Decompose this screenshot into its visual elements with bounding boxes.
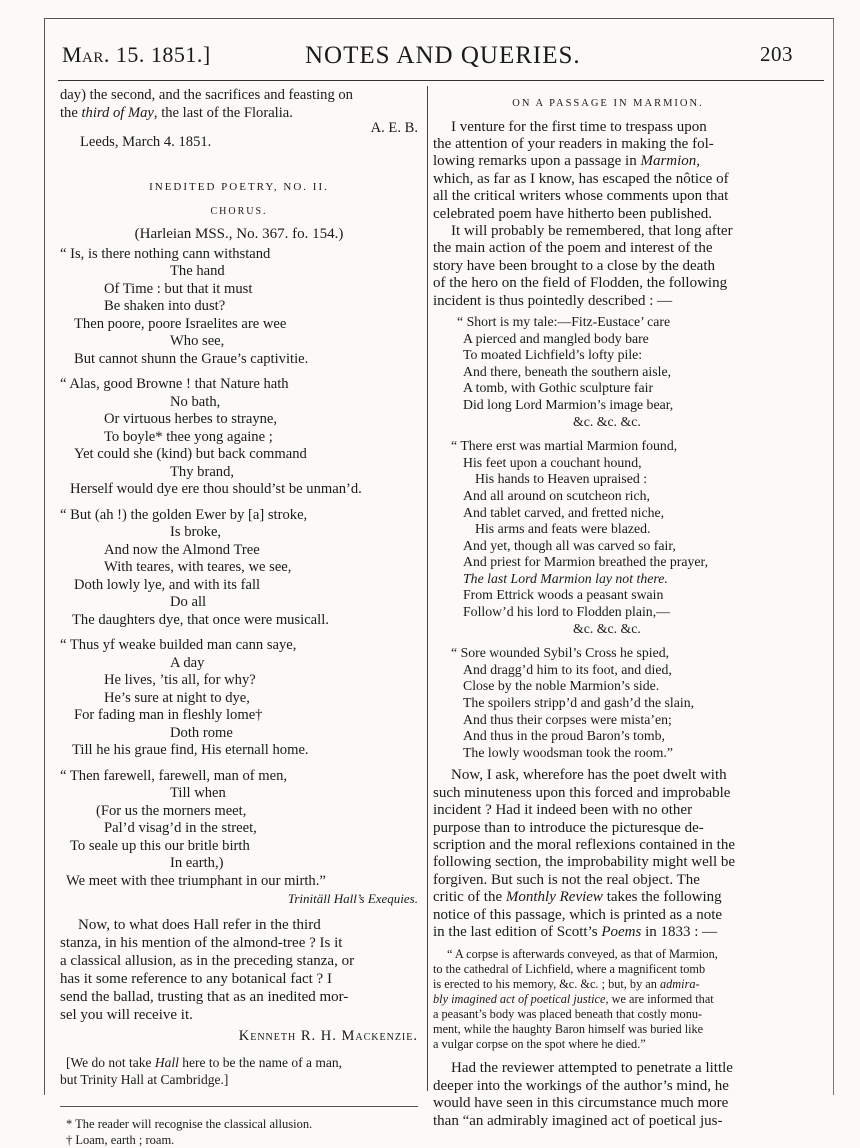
text-line: is erected to his memory, &c. &c. ; but, by an admira-: [433, 977, 783, 992]
verse-line: Close by the noble Marmion’s side.: [433, 678, 783, 695]
text-line: critic of the Monthly Review takes the following: [433, 889, 783, 906]
text-line: “ A corpse is afterwards conveyed, as that of Marmion,: [433, 947, 783, 962]
query-paragraph: [60, 916, 418, 1024]
verse-line: Herself would dye ere thou should’st be unman’d.: [60, 481, 418, 499]
verse-line: Then poore, poore Israelites are wee: [60, 316, 418, 334]
section-title-inedited-poetry: INEDITED POETRY, NO. II.: [60, 179, 418, 197]
verse-line: He lives, ’tis all, for why?: [60, 672, 418, 690]
text-line: purpose than to introduce the picturesque de-: [433, 820, 783, 837]
text-line: a classical allusion, as in the preceding stanza, or: [60, 952, 418, 970]
paragraph-1: [433, 119, 783, 223]
verse-line: “ Is, is there nothing cann withstand: [60, 246, 418, 264]
verse-line: To seale up this our britle birth: [60, 838, 418, 856]
text-line: story have been brought to a close by the death: [433, 258, 783, 275]
verse-line: To boyle* thee yong againe ;: [60, 429, 418, 447]
subtitle-chorus: CHORUS.: [60, 203, 418, 221]
verse-line: His arms and feats were blazed.: [433, 521, 783, 538]
verse-line: “ Sore wounded Sybil’s Cross he spied,: [433, 645, 783, 662]
column-divider: [427, 86, 428, 1091]
source-citation: (Harleian MSS., No. 367. fo. 154.): [60, 226, 418, 244]
text-line: stanza, in his mention of the almond-tree ? Is it: [60, 934, 418, 952]
verse-line: And yet, though all was carved so fair,: [433, 538, 783, 555]
poem-source: Trinitäll Hall’s Exequies.: [60, 890, 418, 908]
text-line: has it some reference to any botanical fact ? I: [60, 970, 418, 988]
editor-note-line-1: [We do not take Hall here to be the name of a man,: [60, 1055, 418, 1072]
footnote-rule: [60, 1106, 418, 1107]
editor-note-line-2: but Trinity Hall at Cambridge.]: [60, 1072, 418, 1089]
verse-line: Did long Lord Marmion’s image bear,: [433, 397, 783, 414]
verse-line: And now the Almond Tree: [60, 542, 418, 560]
journal-title: NOTES AND QUERIES.: [305, 42, 581, 70]
verse-line: And tablet carved, and fretted niche,: [433, 505, 783, 522]
verse-line: A tomb, with Gothic sculpture fair: [433, 380, 783, 397]
verse-3: [433, 645, 783, 761]
text-line: forgiven. But such is not the real object. The: [433, 872, 783, 889]
stanza-4: [60, 637, 418, 760]
text-line: Now, I ask, wherefore has the poet dwelt with: [433, 767, 783, 784]
verse-line: Follow’d his lord to Flodden plain,—: [433, 604, 783, 621]
paragraph-3: [433, 767, 783, 941]
footnote-1: * The reader will recognise the classical allusion.: [60, 1117, 418, 1133]
verse-line: Doth rome: [60, 725, 418, 743]
right-column: [433, 87, 783, 1130]
text-line: following section, the improbability might well be: [433, 854, 783, 871]
editor-note: [60, 1055, 418, 1088]
verse-line: Till he his graue find, His eternall home.: [60, 742, 418, 760]
text-line: send the ballad, trusting that as an inedited mor-: [60, 988, 418, 1006]
verse-line: Of Time : but that it must: [60, 281, 418, 299]
top-rule: [44, 18, 834, 19]
verse-line: (For us the morners meet,: [60, 803, 418, 821]
text-line: such minuteness upon this forced and improbable: [433, 785, 783, 802]
footnote-2: † Loam, earth ; roam.: [60, 1133, 418, 1148]
verse-line: And priest for Marmion breathed the prayer,: [433, 554, 783, 571]
text-line: would have seen in this circumstance much more: [433, 1095, 783, 1112]
verse-line: He’s sure at night to dye,: [60, 690, 418, 708]
verse-line: “ There erst was martial Marmion found,: [433, 438, 783, 455]
verse-line: “ Short is my tale:—Fitz-Eustace’ care: [433, 314, 783, 331]
paragraph-2: [433, 223, 783, 310]
verse-line: “ Thus yf weake builded man cann saye,: [60, 637, 418, 655]
verse-line: Do all: [60, 594, 418, 612]
text-line: all the critical writers whose comments upon that: [433, 188, 783, 205]
verse-line: But cannot shunn the Graue’s captivitie.: [60, 351, 418, 369]
verse-1: [433, 314, 783, 430]
text-line: incident ? Had it indeed been with no other: [433, 802, 783, 819]
verse-line: A pierced and mangled body bare: [433, 331, 783, 348]
place-date: Leeds, March 4. 1851.: [60, 134, 418, 152]
verse-line: And dragg’d him to its foot, and died,: [433, 662, 783, 679]
header-date: Mar. 15. 1851.]: [62, 42, 211, 68]
verse-line: The last Lord Marmion lay not there.: [433, 571, 783, 588]
verse-line: The lowly woodsman took the room.”: [433, 745, 783, 762]
paragraph-4: [433, 1060, 783, 1130]
verse-line: A day: [60, 655, 418, 673]
header-rule: [58, 80, 824, 81]
section-title-marmion: ON A PASSAGE IN MARMION.: [433, 95, 783, 113]
verse-line: No bath,: [60, 394, 418, 412]
continued-text-line-2: the third of May, the last of the Floralia.: [60, 105, 418, 123]
stanza-3: [60, 507, 418, 630]
text-line: the attention of your readers in making the fol-: [433, 136, 783, 153]
verse-line: Who see,: [60, 333, 418, 351]
stanza-2: [60, 376, 418, 499]
verse-line: We meet with thee triumphant in our mirth.”: [60, 873, 418, 891]
text-line: Had the reviewer attempted to penetrate a little: [433, 1060, 783, 1077]
verse-line: The spoilers stripp’d and gash’d the slain,: [433, 695, 783, 712]
verse-line: And thus their corpses were mista’en;: [433, 712, 783, 729]
verse-line: For fading man in fleshly lome†: [60, 707, 418, 725]
verse-line: The hand: [60, 263, 418, 281]
verse-line: Till when: [60, 785, 418, 803]
text-line: scription and the moral reflexions contained in the: [433, 837, 783, 854]
verse-line: His feet upon a couchant hound,: [433, 455, 783, 472]
verse-line: The daughters dye, that once were musicall.: [60, 612, 418, 630]
review-quote: [433, 947, 783, 1052]
verse-line: With teares, with teares, we see,: [60, 559, 418, 577]
verse-line: Be shaken into dust?: [60, 298, 418, 316]
text-line: sel you will receive it.: [60, 1006, 418, 1024]
stanza-1: [60, 246, 418, 369]
text-line: It will probably be remembered, that long after: [433, 223, 783, 240]
verse-line: And thus in the proud Baron’s tomb,: [433, 728, 783, 745]
verse-line: Is broke,: [60, 524, 418, 542]
text-line: deeper into the workings of the author’s mind, he: [433, 1078, 783, 1095]
verse-line: Doth lowly lye, and with its fall: [60, 577, 418, 595]
verse-line: “ Then farewell, farewell, man of men,: [60, 768, 418, 786]
text-line: Now, to what does Hall refer in the third: [60, 916, 418, 934]
text-line: a vulgar corpse on the spot where he died.”: [433, 1037, 783, 1052]
verse-line: Pal’d visag’d in the street,: [60, 820, 418, 838]
text-line: in the last edition of Scott’s Poems in 1833 : —: [433, 924, 783, 941]
verse-line: And there, beneath the southern aisle,: [433, 364, 783, 381]
verse-line: Yet could she (kind) but back command: [60, 446, 418, 464]
text-line: incident is thus pointedly described : —: [433, 293, 783, 310]
text-line: ment, while the haughty Baron himself was buried like: [433, 1022, 783, 1037]
text-line: to the cathedral of Lichfield, where a magnificent tomb: [433, 962, 783, 977]
verse-line: &c. &c. &c.: [433, 621, 783, 638]
left-column: [60, 87, 418, 1148]
text-line: celebrated poem have hitherto been published.: [433, 206, 783, 223]
text-line: I venture for the first time to trespass upon: [433, 119, 783, 136]
text-line: lowing remarks upon a passage in Marmion,: [433, 153, 783, 170]
stanza-5: [60, 768, 418, 891]
page-number: 203: [760, 42, 793, 67]
verse-line: Thy brand,: [60, 464, 418, 482]
verse-line: “ Alas, good Browne ! that Nature hath: [60, 376, 418, 394]
text-line: of the hero on the field of Flodden, the following: [433, 275, 783, 292]
verse-line: To moated Lichfield’s lofty pile:: [433, 347, 783, 364]
text-line: notice of this passage, which is printed as a note: [433, 907, 783, 924]
text-line: which, as far as I know, has escaped the nôtice of: [433, 171, 783, 188]
verse-line: His hands to Heaven upraised :: [433, 471, 783, 488]
verse-line: And all around on scutcheon rich,: [433, 488, 783, 505]
continued-text-line-1: day) the second, and the sacrifices and feasting on: [60, 87, 418, 105]
verse-line: Or virtuous herbes to strayne,: [60, 411, 418, 429]
text-line: the main action of the poem and interest of the: [433, 240, 783, 257]
text-line: than “an admirably imagined act of poetical jus-: [433, 1113, 783, 1130]
text-line: bly imagined act of poetical justice, we are informed that: [433, 992, 783, 1007]
signature-aeb: A. E. B.: [60, 120, 418, 138]
verse-line: &c. &c. &c.: [433, 414, 783, 431]
text-line: a peasant’s body was placed beneath that costly monu-: [433, 1007, 783, 1022]
verse-2: [433, 438, 783, 637]
signature-mackenzie: Kenneth R. H. Mackenzie.: [60, 1028, 418, 1046]
verse-line: “ But (ah !) the golden Ewer by [a] stroke,: [60, 507, 418, 525]
verse-line: In earth,): [60, 855, 418, 873]
verse-line: From Ettrick woods a peasant swain: [433, 587, 783, 604]
